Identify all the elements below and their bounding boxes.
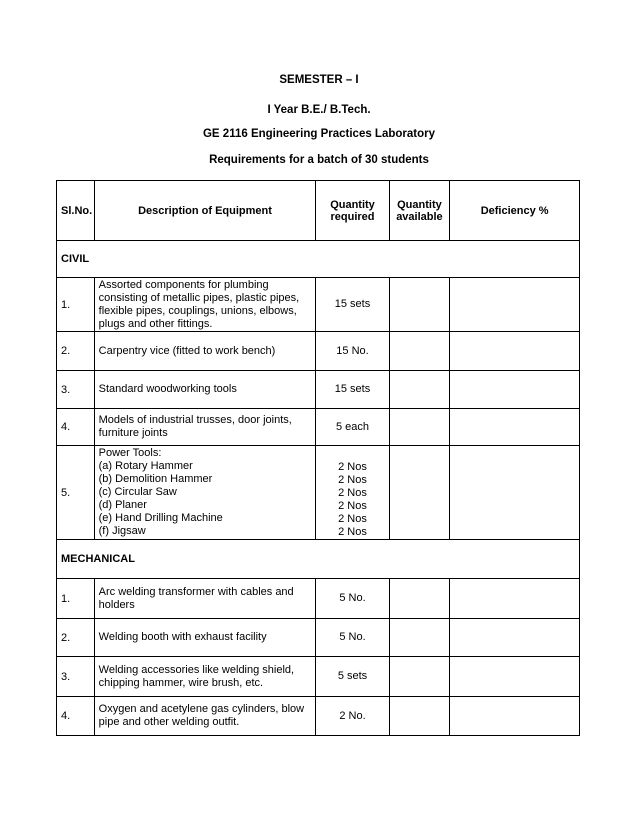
cell-deficiency — [450, 409, 580, 446]
cell-qty-required: 5 each — [316, 409, 389, 446]
cell-qty-required: 15 No. — [316, 332, 389, 371]
year-heading: I Year B.E./ B.Tech. — [267, 104, 371, 116]
cell-description: Assorted components for plumbing consisting of metallic pipes, plastic pipes, flexible pipes, couplings, unions, elbows, plugs and other fittings. — [94, 278, 316, 332]
cell-qty-required: 2 Nos 2 Nos 2 Nos 2 Nos 2 Nos 2 Nos — [316, 446, 389, 540]
semester-heading: SEMESTER – I — [279, 74, 359, 86]
table-row-power-tools — [57, 446, 580, 540]
cell-sl: 2. — [57, 619, 95, 657]
col-header-qty-available: Quantity available — [389, 181, 450, 241]
cell-description: Standard woodworking tools — [94, 371, 316, 409]
cell-deficiency — [450, 697, 580, 736]
table-row — [57, 579, 580, 619]
cell-description: Arc welding transformer with cables and holders — [94, 579, 316, 619]
cell-description: Welding booth with exhaust facility — [94, 619, 316, 657]
table-header-row — [57, 181, 580, 241]
cell-qty-required: 15 sets — [316, 278, 389, 332]
cell-qty-available — [389, 619, 450, 657]
cell-sl: 4. — [57, 697, 95, 736]
table-row — [57, 332, 580, 371]
cell-deficiency — [450, 371, 580, 409]
cell-sl: 1. — [57, 278, 95, 332]
cell-sl: 5. — [57, 446, 95, 540]
cell-sl: 3. — [57, 371, 95, 409]
cell-sl: 3. — [57, 657, 95, 697]
cell-deficiency — [450, 657, 580, 697]
section-title: MECHANICAL — [57, 540, 580, 579]
cell-sl: 2. — [57, 332, 95, 371]
col-header-qty-required: Quantity required — [316, 181, 389, 241]
cell-qty-available — [389, 446, 450, 540]
cell-description: Carpentry vice (fitted to work bench) — [94, 332, 316, 371]
section-row-mechanical — [57, 540, 580, 579]
cell-qty-required: 5 sets — [316, 657, 389, 697]
cell-description: Power Tools: (a) Rotary Hammer (b) Demolition Hammer (c) Circular Saw (d) Planer (e) Hand Drilling Machine (f) Jigsaw — [94, 446, 316, 540]
col-header-deficiency: Deficiency % — [450, 181, 580, 241]
table-row — [57, 409, 580, 446]
cell-sl: 4. — [57, 409, 95, 446]
cell-qty-available — [389, 579, 450, 619]
cell-description: Models of industrial trusses, door joints, furniture joints — [94, 409, 316, 446]
cell-description: Welding accessories like welding shield, chipping hammer, wire brush, etc. — [94, 657, 316, 697]
cell-qty-available — [389, 697, 450, 736]
cell-qty-required: 15 sets — [316, 371, 389, 409]
cell-qty-required: 5 No. — [316, 619, 389, 657]
cell-qty-available — [389, 278, 450, 332]
cell-deficiency — [450, 332, 580, 371]
cell-deficiency — [450, 579, 580, 619]
cell-qty-available — [389, 657, 450, 697]
section-row-civil — [57, 241, 580, 278]
cell-qty-available — [389, 332, 450, 371]
table-row — [57, 619, 580, 657]
cell-deficiency — [450, 619, 580, 657]
table-row — [57, 371, 580, 409]
cell-qty-required: 5 No. — [316, 579, 389, 619]
cell-qty-required: 2 No. — [316, 697, 389, 736]
cell-sl: 1. — [57, 579, 95, 619]
table-row — [57, 278, 580, 332]
table-row — [57, 697, 580, 736]
requirement-heading: Requirements for a batch of 30 students — [209, 154, 429, 166]
cell-deficiency — [450, 446, 580, 540]
cell-deficiency — [450, 278, 580, 332]
col-header-sl: Sl.No. — [57, 181, 95, 241]
cell-description: Oxygen and acetylene gas cylinders, blow pipe and other welding outfit. — [94, 697, 316, 736]
equipment-table — [56, 180, 580, 736]
table-row — [57, 657, 580, 697]
cell-qty-available — [389, 409, 450, 446]
course-heading: GE 2116 Engineering Practices Laboratory — [202, 128, 435, 140]
col-header-description: Description of Equipment — [94, 181, 316, 241]
cell-qty-available — [389, 371, 450, 409]
section-title: CIVIL — [57, 241, 580, 278]
